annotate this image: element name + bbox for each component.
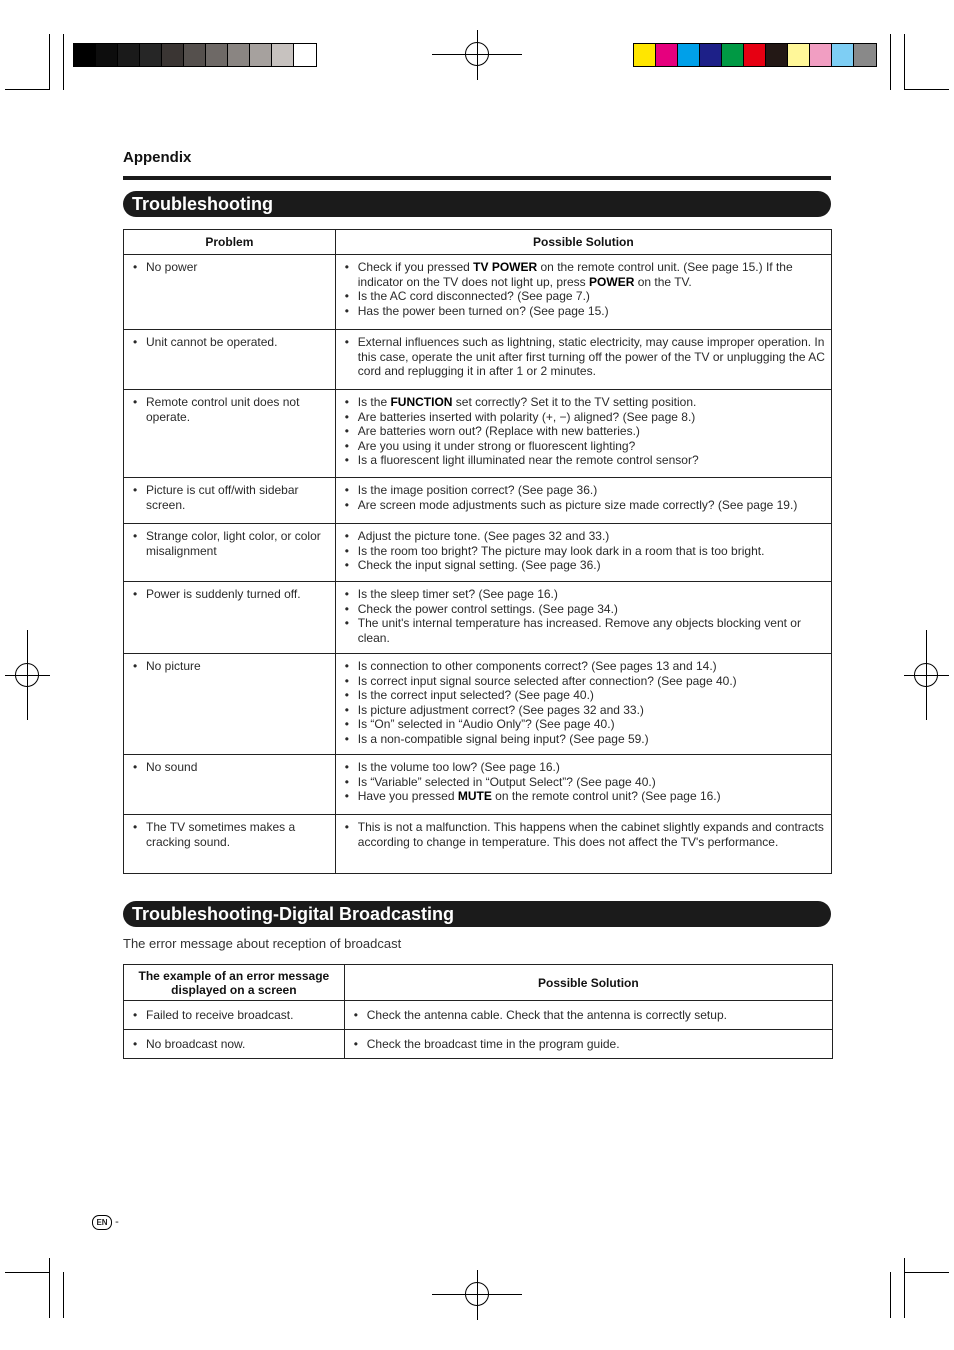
color-swatch	[206, 44, 228, 66]
solution-item	[345, 424, 827, 439]
solution-cell	[335, 755, 831, 815]
color-swatch	[634, 44, 656, 66]
process-color-bar	[633, 43, 877, 67]
solution-text: Check if you pressed	[357, 260, 474, 274]
color-swatch	[118, 44, 140, 66]
solution-text: Is the sleep timer set? (See page 16.)	[357, 587, 558, 601]
table-row	[124, 524, 832, 582]
example-cell	[124, 1030, 345, 1059]
solution-cell	[335, 582, 831, 654]
color-swatch	[700, 44, 722, 66]
solution-text: The unit's internal temperature has increased. Remove any objects blocking vent or clean.	[357, 616, 801, 645]
solution-text: Is “Variable” selected in “Output Select”? (See page 40.)	[357, 774, 656, 789]
solution-cell	[335, 330, 831, 390]
solution-text: External influences such as lightning, static electricity, may cause improper operation. In this case, operate the unit after first turning off the power of the TV or unplugging the AC cord and replugging it in after 1 or 2 minutes.	[357, 335, 825, 379]
table-row	[124, 815, 832, 874]
problem-text: • No sound	[133, 760, 331, 775]
button-name-text: MUTE	[457, 789, 492, 804]
section-label: Appendix	[123, 149, 192, 166]
solution-text: • Check the antenna cable. Check that the antenna is correctly setup.	[354, 1008, 828, 1023]
solution-text: Are you using it under strong or fluorescent lighting?	[357, 438, 636, 453]
solution-item	[345, 558, 827, 573]
table-row	[124, 582, 832, 654]
solution-text: on the TV.	[634, 274, 692, 289]
color-swatch	[854, 44, 876, 66]
color-swatch	[162, 44, 184, 66]
solution-cell	[335, 255, 831, 330]
solution-text: Are batteries inserted with polarity (+, −) aligned? (See page 8.)	[357, 409, 696, 424]
solution-item	[345, 602, 827, 617]
solution-item	[345, 703, 827, 718]
digital-broadcasting-table	[123, 964, 833, 1059]
header-rule	[123, 176, 831, 180]
color-swatch	[74, 44, 96, 66]
button-name-text: TV POWER	[473, 260, 538, 274]
color-swatch	[766, 44, 788, 66]
solution-item	[345, 820, 827, 849]
solution-item	[345, 304, 827, 319]
color-swatch	[788, 44, 810, 66]
solution-text: Have you pressed	[357, 789, 458, 804]
solution-text: on the remote control unit. (See page 15.) If the indicator on the TV does not light up, press	[357, 260, 793, 289]
color-swatch	[656, 44, 678, 66]
table-row	[124, 1030, 833, 1059]
solution-item	[345, 529, 827, 544]
solution-text: Is the image position correct? (See page 36.)	[357, 483, 598, 497]
table-row	[124, 755, 832, 815]
solution-text: Is picture adjustment correct? (See pages 32 and 33.)	[357, 702, 644, 717]
solution-text: on the remote control unit? (See page 16.)	[491, 789, 721, 804]
solution-cell	[335, 390, 831, 478]
problem-cell	[124, 255, 336, 330]
problem-cell	[124, 755, 336, 815]
problem-cell	[124, 524, 336, 582]
solution-item	[345, 335, 827, 379]
example-cell	[124, 1001, 345, 1030]
solution-text: Check the input signal setting. (See page 36.)	[357, 558, 601, 573]
problem-text: • Picture is cut off/with sidebar screen.	[133, 483, 331, 512]
solution-text: set correctly? Set it to the TV setting position.	[452, 395, 697, 409]
solution-cell	[335, 478, 831, 524]
table-row	[124, 654, 832, 755]
solution-item	[345, 498, 827, 513]
solution-item	[345, 453, 827, 468]
solution-cell	[344, 1030, 832, 1059]
problem-text: • No power	[133, 260, 331, 275]
solution-text: Is “On” selected in “Audio Only”? (See page 40.)	[357, 717, 615, 732]
column-header-problem: Problem	[124, 230, 336, 255]
color-swatch	[96, 44, 118, 66]
color-swatch	[722, 44, 744, 66]
solution-text: This is not a malfunction. This happens when the cabinet slightly expands and contracts according to change in temperature. This does not affect the TV's performance.	[357, 820, 824, 849]
solution-text: Is a non-compatible signal being input? (See page 59.)	[357, 731, 649, 746]
column-header-solution: Possible Solution	[344, 965, 832, 1001]
page-suffix: -	[115, 1216, 119, 1228]
solution-cell	[335, 654, 831, 755]
solution-text: Are screen mode adjustments such as picture size made correctly? (See page 19.)	[357, 497, 798, 512]
digital-intro-text: The error message about reception of broadcast	[123, 936, 402, 951]
solution-text: Adjust the picture tone. (See pages 32 and 33.)	[357, 529, 610, 543]
color-swatch	[744, 44, 766, 66]
solution-cell	[335, 524, 831, 582]
solution-text: Is the correct input selected? (See page 40.)	[357, 688, 594, 703]
solution-text: Is connection to other components correct? (See pages 13 and 14.)	[357, 659, 717, 673]
color-swatch	[810, 44, 832, 66]
solution-item	[345, 789, 827, 804]
solution-item	[345, 544, 827, 559]
registration-mark-bottom	[465, 1282, 489, 1306]
table-row	[124, 390, 832, 478]
color-swatch	[294, 44, 316, 66]
language-badge: EN	[92, 1215, 112, 1230]
solution-item	[345, 410, 827, 425]
troubleshooting-table	[123, 229, 832, 874]
grayscale-color-bar	[73, 43, 317, 67]
color-swatch	[140, 44, 162, 66]
button-name-text: FUNCTION	[390, 395, 453, 409]
solution-text: Is the room too bright? The picture may look dark in a room that is too bright.	[357, 543, 765, 558]
solution-item	[345, 688, 827, 703]
registration-mark-top	[465, 42, 489, 66]
solution-item	[345, 439, 827, 454]
solution-text: Is the volume too low? (See page 16.)	[357, 760, 560, 774]
solution-item	[345, 587, 827, 602]
solution-item	[345, 395, 827, 410]
digital-broadcasting-heading: Troubleshooting-Digital Broadcasting	[123, 901, 831, 927]
solution-text: • Check the broadcast time in the program guide.	[354, 1037, 828, 1052]
problem-cell	[124, 815, 336, 874]
table-row	[124, 1001, 833, 1030]
solution-item	[345, 289, 827, 304]
page-marker	[92, 1215, 119, 1230]
problem-text: • Power is suddenly turned off.	[133, 587, 331, 602]
solution-item	[345, 717, 827, 732]
column-header-example-line1: The example of an error message	[138, 968, 330, 983]
color-swatch	[272, 44, 294, 66]
example-text: • No broadcast now.	[133, 1037, 340, 1052]
problem-cell	[124, 390, 336, 478]
problem-text: • No picture	[133, 659, 331, 674]
solution-item	[345, 760, 827, 775]
problem-cell	[124, 582, 336, 654]
column-header-example	[124, 965, 345, 1001]
color-swatch	[250, 44, 272, 66]
example-text: • Failed to receive broadcast.	[133, 1008, 340, 1023]
problem-cell	[124, 654, 336, 755]
solution-cell	[344, 1001, 832, 1030]
table-row	[124, 478, 832, 524]
solution-item	[345, 659, 827, 674]
column-header-solution: Possible Solution	[335, 230, 831, 255]
problem-text: • Strange color, light color, or color misalignment	[133, 529, 331, 558]
table-row	[124, 330, 832, 390]
solution-text: Are batteries worn out? (Replace with new batteries.)	[357, 424, 640, 439]
solution-item	[345, 732, 827, 747]
problem-text: • Remote control unit does not operate.	[133, 395, 331, 424]
solution-text: Is correct input signal source selected after connection? (See page 40.)	[357, 673, 737, 688]
problem-text: • The TV sometimes makes a cracking sound.	[133, 820, 331, 849]
troubleshooting-heading: Troubleshooting	[123, 191, 831, 217]
solution-text: Is a fluorescent light illuminated near the remote control sensor?	[357, 453, 699, 468]
solution-text: Has the power been turned on? (See page 15.)	[357, 303, 609, 318]
problem-text: • Unit cannot be operated.	[133, 335, 331, 350]
solution-text: Is the AC cord disconnected? (See page 7.)	[357, 289, 590, 304]
registration-mark-right	[914, 663, 938, 687]
solution-item	[345, 260, 827, 289]
problem-cell	[124, 330, 336, 390]
table-row	[124, 255, 832, 330]
solution-item	[345, 616, 827, 645]
color-swatch	[184, 44, 206, 66]
solution-item	[345, 775, 827, 790]
column-header-example-line2: displayed on a screen	[171, 982, 297, 997]
registration-mark-left	[15, 663, 39, 687]
solution-item	[345, 483, 827, 498]
color-swatch	[832, 44, 854, 66]
solution-cell	[335, 815, 831, 874]
color-swatch	[678, 44, 700, 66]
color-swatch	[228, 44, 250, 66]
solution-item	[345, 674, 827, 689]
solution-text: Check the power control settings. (See page 34.)	[357, 601, 618, 616]
solution-text: Is the	[357, 395, 391, 409]
button-name-text: POWER	[589, 274, 635, 289]
problem-cell	[124, 478, 336, 524]
